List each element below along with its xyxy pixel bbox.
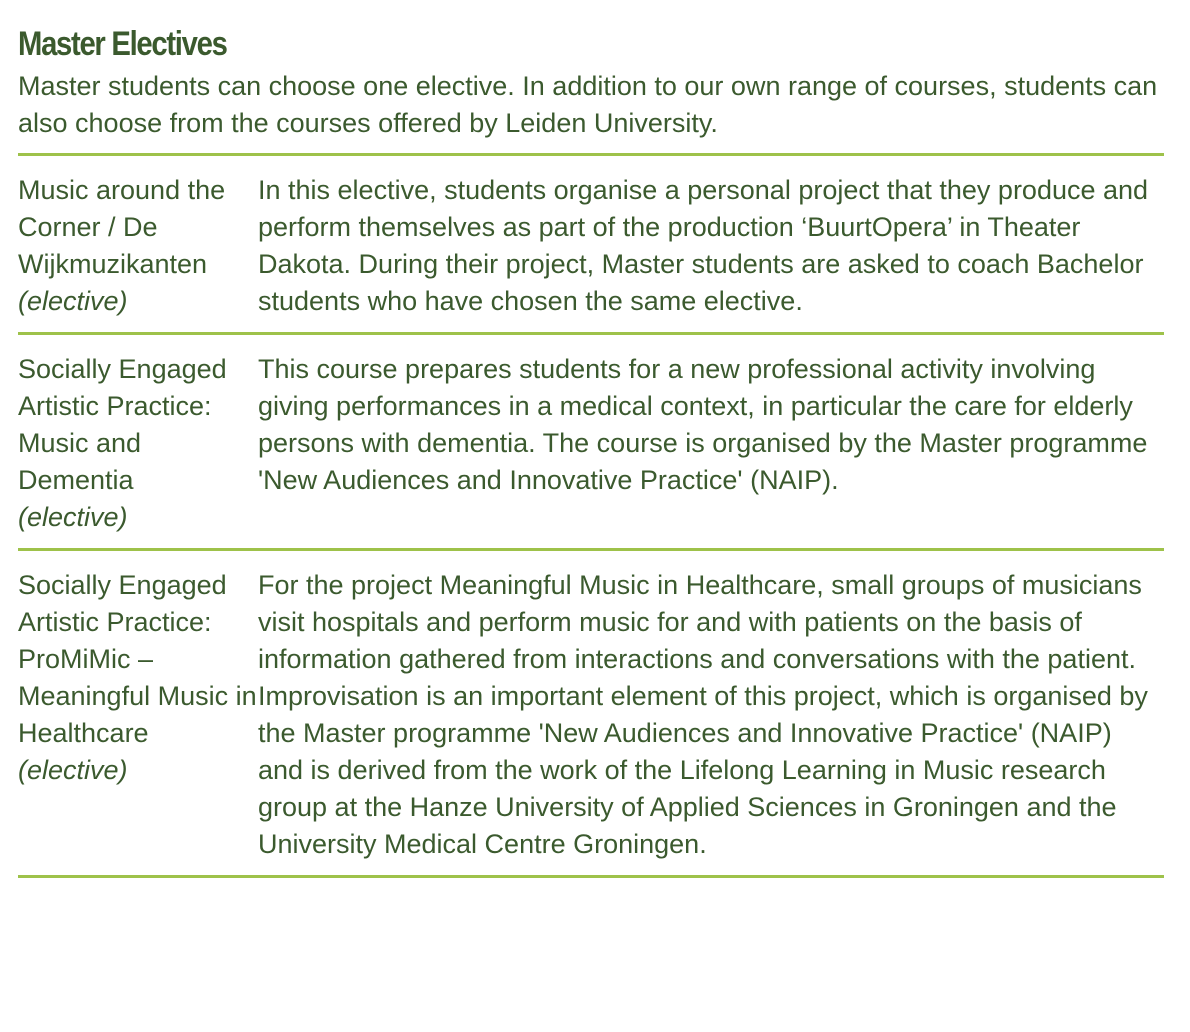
- elective-tag: (elective): [18, 286, 128, 316]
- elective-name: [18, 172, 258, 320]
- elective-row: [18, 156, 1170, 332]
- elective-tag: (elective): [18, 502, 128, 532]
- section-intro: Master students can choose one elective. In addition to our own range of courses, students can also choose from the courses offered by Leiden University.: [18, 71, 1158, 138]
- elective-name: [18, 567, 258, 863]
- elective-description: In this elective, students organise a personal project that they produce and perform themselves as part of the production ‘BuurtOpera’ in Theater Dakota. During their project, Master students are asked to coach Bachelor students who have chosen the same elective.: [258, 175, 1149, 316]
- elective-name: [18, 351, 258, 536]
- elective-description: For the project Meaningful Music in Healthcare, small groups of musicians visit hospitals and perform music for and with patients on the basis of information gathered from interactions and conversations with the patient. Improvisation is an important element of this project, which is organised by the Master programme 'New Audiences and Innovative Practice' (NAIP) and is derived from the work of the Lifelong Learning in Music research group at the Hanze University of Applied Sciences in Groningen and the University Medical Centre Groningen.: [258, 570, 1148, 859]
- section-title: Master Electives: [18, 25, 227, 63]
- elective-row: [18, 335, 1170, 548]
- divider: [18, 875, 1164, 878]
- elective-description: This course prepares students for a new professional activity involving giving performances in a medical context, in particular the care for elderly persons with dementia. The course is organised by the Master programme 'New Audiences and Innovative Practice' (NAIP).: [258, 354, 1148, 495]
- elective-row: [18, 551, 1170, 875]
- elective-title: Socially Engaged Artistic Practice: ProMiMic – Meaningful Music in Healthcare: [18, 570, 257, 748]
- elective-title: Socially Engaged Artistic Practice: Music and Dementia: [18, 354, 227, 495]
- electives-section: [18, 22, 1170, 878]
- elective-tag: (elective): [18, 755, 128, 785]
- elective-title: Music around the Corner / De Wijkmuzikanten: [18, 175, 226, 279]
